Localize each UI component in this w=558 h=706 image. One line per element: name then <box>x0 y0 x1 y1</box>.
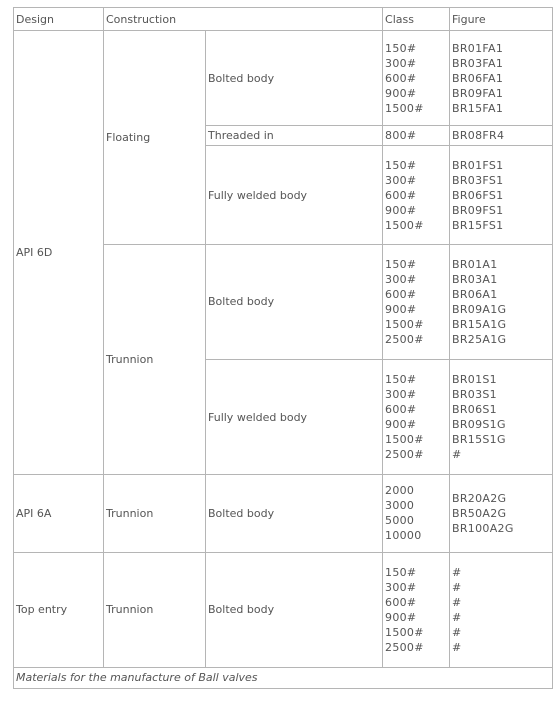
list-item: BR25A1G <box>452 332 507 346</box>
construction-trunnion: Trunnion <box>104 475 206 552</box>
list-item: 600# <box>385 71 417 85</box>
list-item: 300# <box>385 388 417 402</box>
table-row <box>14 31 553 126</box>
list-item: BR100A2G <box>452 521 514 535</box>
list-item: 1500# <box>385 218 424 232</box>
body-type: Fully welded body <box>206 146 383 244</box>
list-item: 150# <box>385 257 417 271</box>
class-list <box>383 126 450 146</box>
figure-list <box>450 552 553 667</box>
list-item: 900# <box>385 86 417 100</box>
list-item: BR15S1G <box>452 433 506 447</box>
design-api-6d: API 6D <box>14 31 104 475</box>
list-item: 1500# <box>385 101 424 115</box>
list-item: 600# <box>385 595 417 609</box>
body-type: Bolted body <box>206 552 383 667</box>
design-api-6a: API 6A <box>14 475 104 552</box>
list-item: BR03S1 <box>452 388 497 402</box>
list-item: BR15FA1 <box>452 101 504 115</box>
table-caption: Materials for the manufacture of Ball valves <box>14 667 553 688</box>
list-item: BR09FS1 <box>452 203 504 217</box>
list-item: BR03A1 <box>452 272 498 286</box>
list-item: BR15A1G <box>452 317 507 331</box>
list-item: 2000 <box>385 484 415 498</box>
list-item: BR01S1 <box>452 373 497 387</box>
list-item: 300# <box>385 173 417 187</box>
list-item: BR06S1 <box>452 403 497 417</box>
figure-list <box>450 31 553 126</box>
list-item: BR09A1G <box>452 302 507 316</box>
list-item: 3000 <box>385 499 415 513</box>
body-type: Bolted body <box>206 31 383 126</box>
list-item: 300# <box>385 272 417 286</box>
list-item: BR06FA1 <box>452 71 504 85</box>
list-item: BR03FS1 <box>452 173 504 187</box>
header-row <box>14 8 553 31</box>
class-list <box>383 359 450 474</box>
list-item: BR06FS1 <box>452 188 504 202</box>
class-list <box>383 552 450 667</box>
caption-row <box>14 667 553 688</box>
list-item: BR08FR4 <box>452 129 505 143</box>
list-item: 600# <box>385 403 417 417</box>
figure-list <box>450 146 553 244</box>
header-class: Class <box>383 8 450 31</box>
table-row <box>14 475 553 552</box>
list-item: # <box>452 595 462 609</box>
list-item: BR06A1 <box>452 287 498 301</box>
class-list <box>383 146 450 244</box>
list-item: 150# <box>385 158 417 172</box>
list-item: 2500# <box>385 640 424 654</box>
body-type: Bolted body <box>206 475 383 552</box>
list-item: 300# <box>385 580 417 594</box>
construction-floating: Floating <box>104 31 206 245</box>
list-item: # <box>452 565 462 579</box>
list-item: # <box>452 580 462 594</box>
list-item: 1500# <box>385 317 424 331</box>
list-item: 2500# <box>385 448 424 462</box>
list-item: BR20A2G <box>452 491 507 505</box>
list-item: BR01A1 <box>452 257 498 271</box>
list-item: 2500# <box>385 332 424 346</box>
construction-trunnion: Trunnion <box>104 552 206 667</box>
list-item: 900# <box>385 418 417 432</box>
list-item: 600# <box>385 188 417 202</box>
list-item: 600# <box>385 287 417 301</box>
list-item: BR03FA1 <box>452 56 504 70</box>
list-item: 5000 <box>385 514 415 528</box>
body-type: Threaded in <box>206 126 383 146</box>
list-item: 1500# <box>385 625 424 639</box>
design-top-entry: Top entry <box>14 552 104 667</box>
class-list <box>383 475 450 552</box>
list-item: BR09S1G <box>452 418 506 432</box>
list-item: # <box>452 610 462 624</box>
figure-list <box>450 244 553 359</box>
table-row <box>14 552 553 667</box>
list-item: 1500# <box>385 433 424 447</box>
header-figure: Figure <box>450 8 553 31</box>
list-item: 300# <box>385 56 417 70</box>
figure-list <box>450 126 553 146</box>
body-type: Bolted body <box>206 244 383 359</box>
list-item: 900# <box>385 302 417 316</box>
construction-trunnion: Trunnion <box>104 244 206 475</box>
list-item: BR01FS1 <box>452 158 504 172</box>
list-item: 900# <box>385 203 417 217</box>
header-construction: Construction <box>104 8 383 31</box>
list-item: BR15FS1 <box>452 218 504 232</box>
list-item: 150# <box>385 373 417 387</box>
list-item: 10000 <box>385 529 422 543</box>
figure-list <box>450 359 553 474</box>
list-item: # <box>452 625 462 639</box>
list-item: 150# <box>385 41 417 55</box>
list-item: BR01FA1 <box>452 41 504 55</box>
list-item: 900# <box>385 610 417 624</box>
list-item: BR50A2G <box>452 506 507 520</box>
header-design: Design <box>14 8 104 31</box>
list-item: # <box>452 640 462 654</box>
list-item: # <box>452 448 462 462</box>
ball-valve-table <box>13 7 553 689</box>
class-list <box>383 244 450 359</box>
list-item: 150# <box>385 565 417 579</box>
class-list <box>383 31 450 126</box>
list-item: 800# <box>385 129 417 143</box>
body-type: Fully welded body <box>206 359 383 474</box>
figure-list <box>450 475 553 552</box>
list-item: BR09FA1 <box>452 86 504 100</box>
